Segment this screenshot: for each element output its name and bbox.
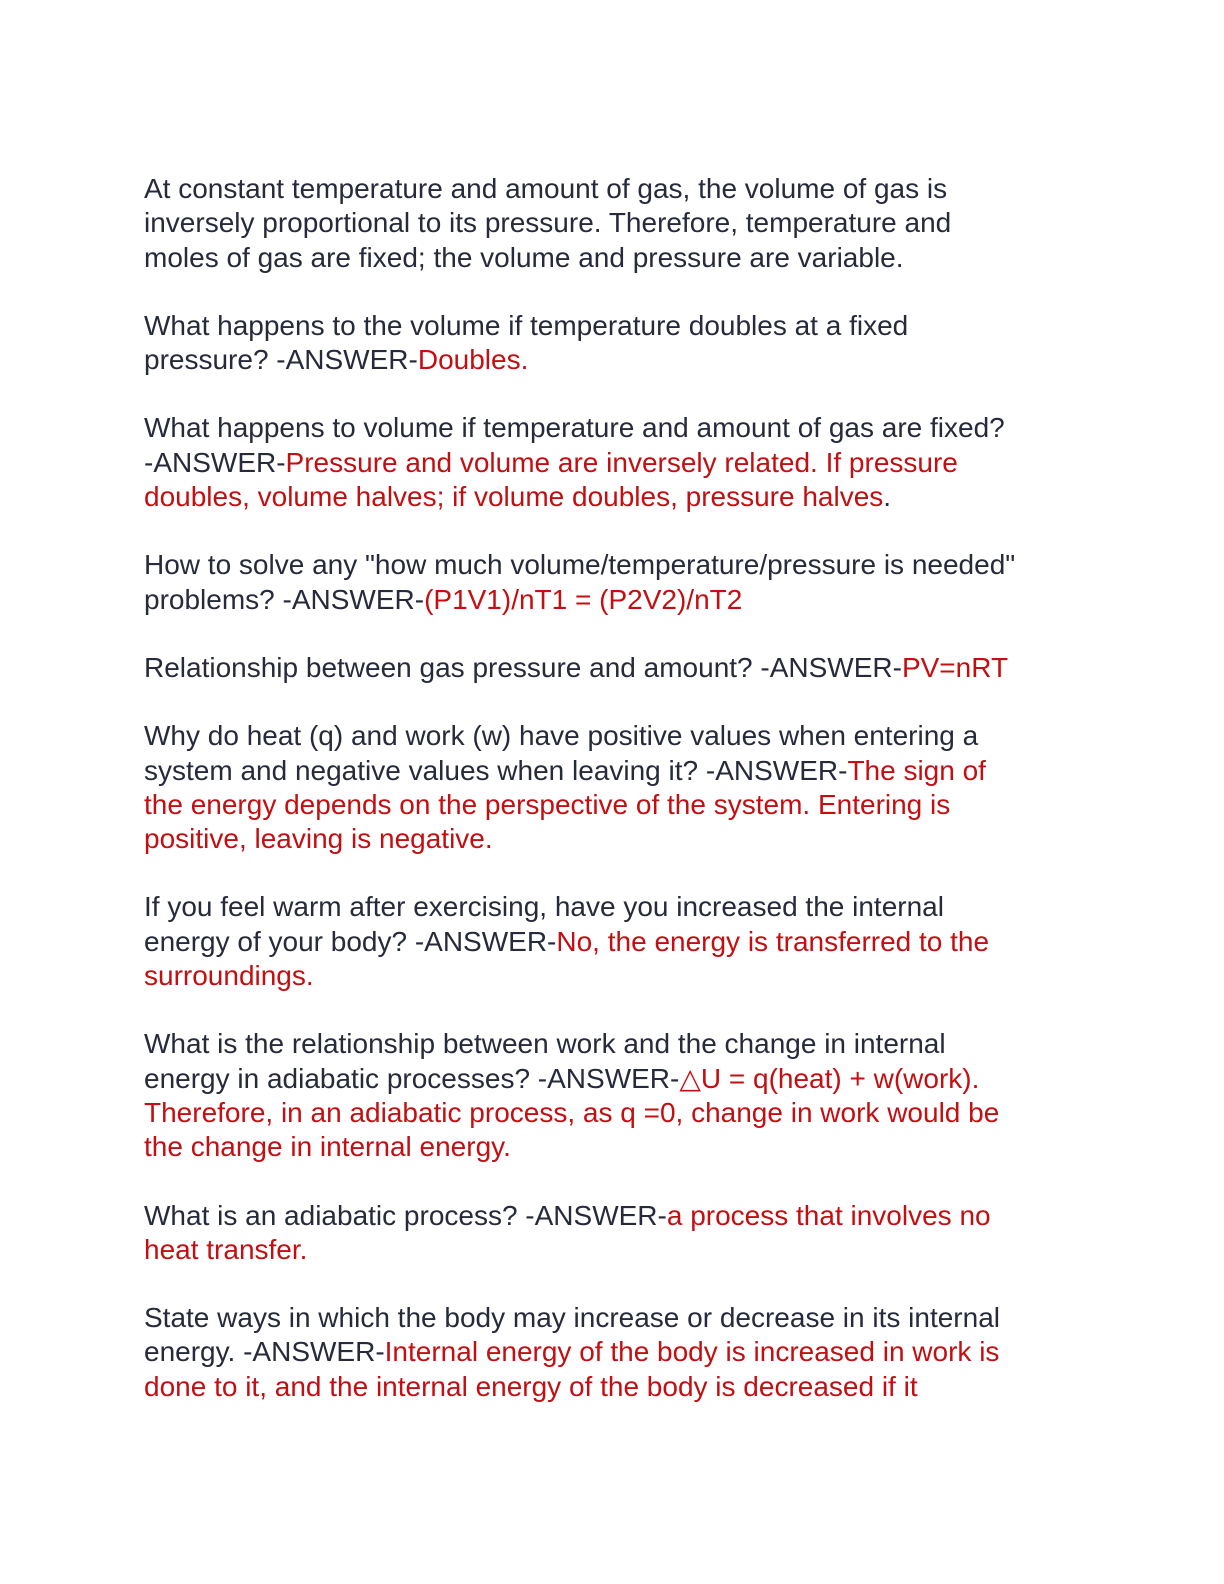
text-line — [144, 206, 1074, 240]
answer-text: Pressure and volume are inversely related. If pressure — [285, 446, 958, 478]
answer-text: surroundings. — [144, 960, 314, 992]
text-line — [144, 446, 1074, 480]
question-text: What is an adiabatic process? -ANSWER- — [144, 1199, 667, 1231]
question-text: energy. -ANSWER- — [144, 1336, 385, 1368]
qa-entry — [144, 1301, 1074, 1404]
text-line — [144, 1062, 1074, 1096]
answer-text: the energy depends on the perspective of the system. Entering is — [144, 788, 951, 820]
answer-text: positive, leaving is negative. — [144, 823, 493, 855]
question-text: moles of gas are fixed; the volume and pressure are variable. — [144, 241, 904, 273]
question-text: If you feel warm after exercising, have you increased the internal — [144, 891, 944, 923]
text-line — [144, 1199, 1074, 1233]
answer-text: PV=nRT — [901, 651, 1009, 683]
text-line — [144, 1233, 1074, 1267]
text-line — [144, 651, 1074, 685]
question-text: problems? -ANSWER- — [144, 583, 425, 615]
answer-text: doubles, volume halves; if volume doubles, pressure halves — [144, 481, 884, 513]
intro-paragraph — [144, 172, 1074, 275]
question-text: energy in adiabatic processes? -ANSWER- — [144, 1062, 680, 1094]
qa-entry — [144, 890, 1074, 993]
text-line — [144, 1335, 1074, 1369]
answer-text: Doubles. — [417, 344, 529, 376]
text-line — [144, 1027, 1074, 1061]
answer-text: No, the energy is transferred to the — [556, 925, 990, 957]
text-line — [144, 309, 1074, 343]
qa-entry — [144, 719, 1074, 856]
text-line — [144, 822, 1074, 856]
question-text: What happens to the volume if temperature doubles at a fixed — [144, 309, 909, 341]
qa-entry — [144, 1199, 1074, 1268]
document-page — [144, 172, 1074, 1438]
text-line — [144, 241, 1074, 275]
question-text: Relationship between gas pressure and amount? -ANSWER- — [144, 651, 902, 683]
answer-text: heat transfer. — [144, 1233, 308, 1265]
question-text: Why do heat (q) and work (w) have positive values when entering a — [144, 720, 979, 752]
text-line — [144, 172, 1074, 206]
text-line — [144, 411, 1074, 445]
qa-entry — [144, 1027, 1074, 1164]
answer-text: (P1V1)/nT1 = (P2V2)/nT2 — [424, 583, 743, 615]
answer-text: a process that involves no — [666, 1199, 991, 1231]
question-text: pressure? -ANSWER- — [144, 344, 418, 376]
answer-text: △U = q(heat) + w(work). — [679, 1062, 980, 1094]
answer-text: done to it, and the internal energy of the body is decreased if it — [144, 1370, 918, 1402]
question-text: What happens to volume if temperature and amount of gas are fixed? — [144, 412, 1005, 444]
question-text: inversely proportional to its pressure. Therefore, temperature and — [144, 207, 952, 239]
qa-entry — [144, 309, 1074, 378]
text-line — [144, 480, 1074, 514]
question-text: At constant temperature and amount of gas, the volume of gas is — [144, 173, 948, 204]
text-line — [144, 788, 1074, 822]
qa-entry — [144, 651, 1074, 685]
question-text: How to solve any "how much volume/temperature/pressure is needed" — [144, 549, 1016, 581]
text-line — [144, 1130, 1074, 1164]
text-line — [144, 925, 1074, 959]
question-text: -ANSWER- — [144, 446, 286, 478]
qa-entry — [144, 411, 1074, 514]
answer-text: The sign of — [847, 754, 986, 786]
text-line — [144, 548, 1074, 582]
text-line — [144, 754, 1074, 788]
question-text: What is the relationship between work and the change in internal — [144, 1028, 946, 1060]
text-line — [144, 959, 1074, 993]
text-line — [144, 583, 1074, 617]
answer-text: the change in internal energy. — [144, 1131, 511, 1163]
question-text: State ways in which the body may increase or decrease in its internal — [144, 1302, 1000, 1334]
qa-entry — [144, 548, 1074, 617]
question-text: . — [883, 481, 892, 513]
text-line — [144, 343, 1074, 377]
question-text: system and negative values when leaving it? -ANSWER- — [144, 754, 848, 786]
text-line — [144, 890, 1074, 924]
question-text: energy of your body? -ANSWER- — [144, 925, 557, 957]
text-line — [144, 1370, 1074, 1404]
answer-text: Internal energy of the body is increased in work is — [384, 1336, 1000, 1368]
answer-text: Therefore, in an adiabatic process, as q =0, change in work would be — [144, 1096, 1000, 1128]
text-line — [144, 719, 1074, 753]
text-line — [144, 1301, 1074, 1335]
text-line — [144, 1096, 1074, 1130]
